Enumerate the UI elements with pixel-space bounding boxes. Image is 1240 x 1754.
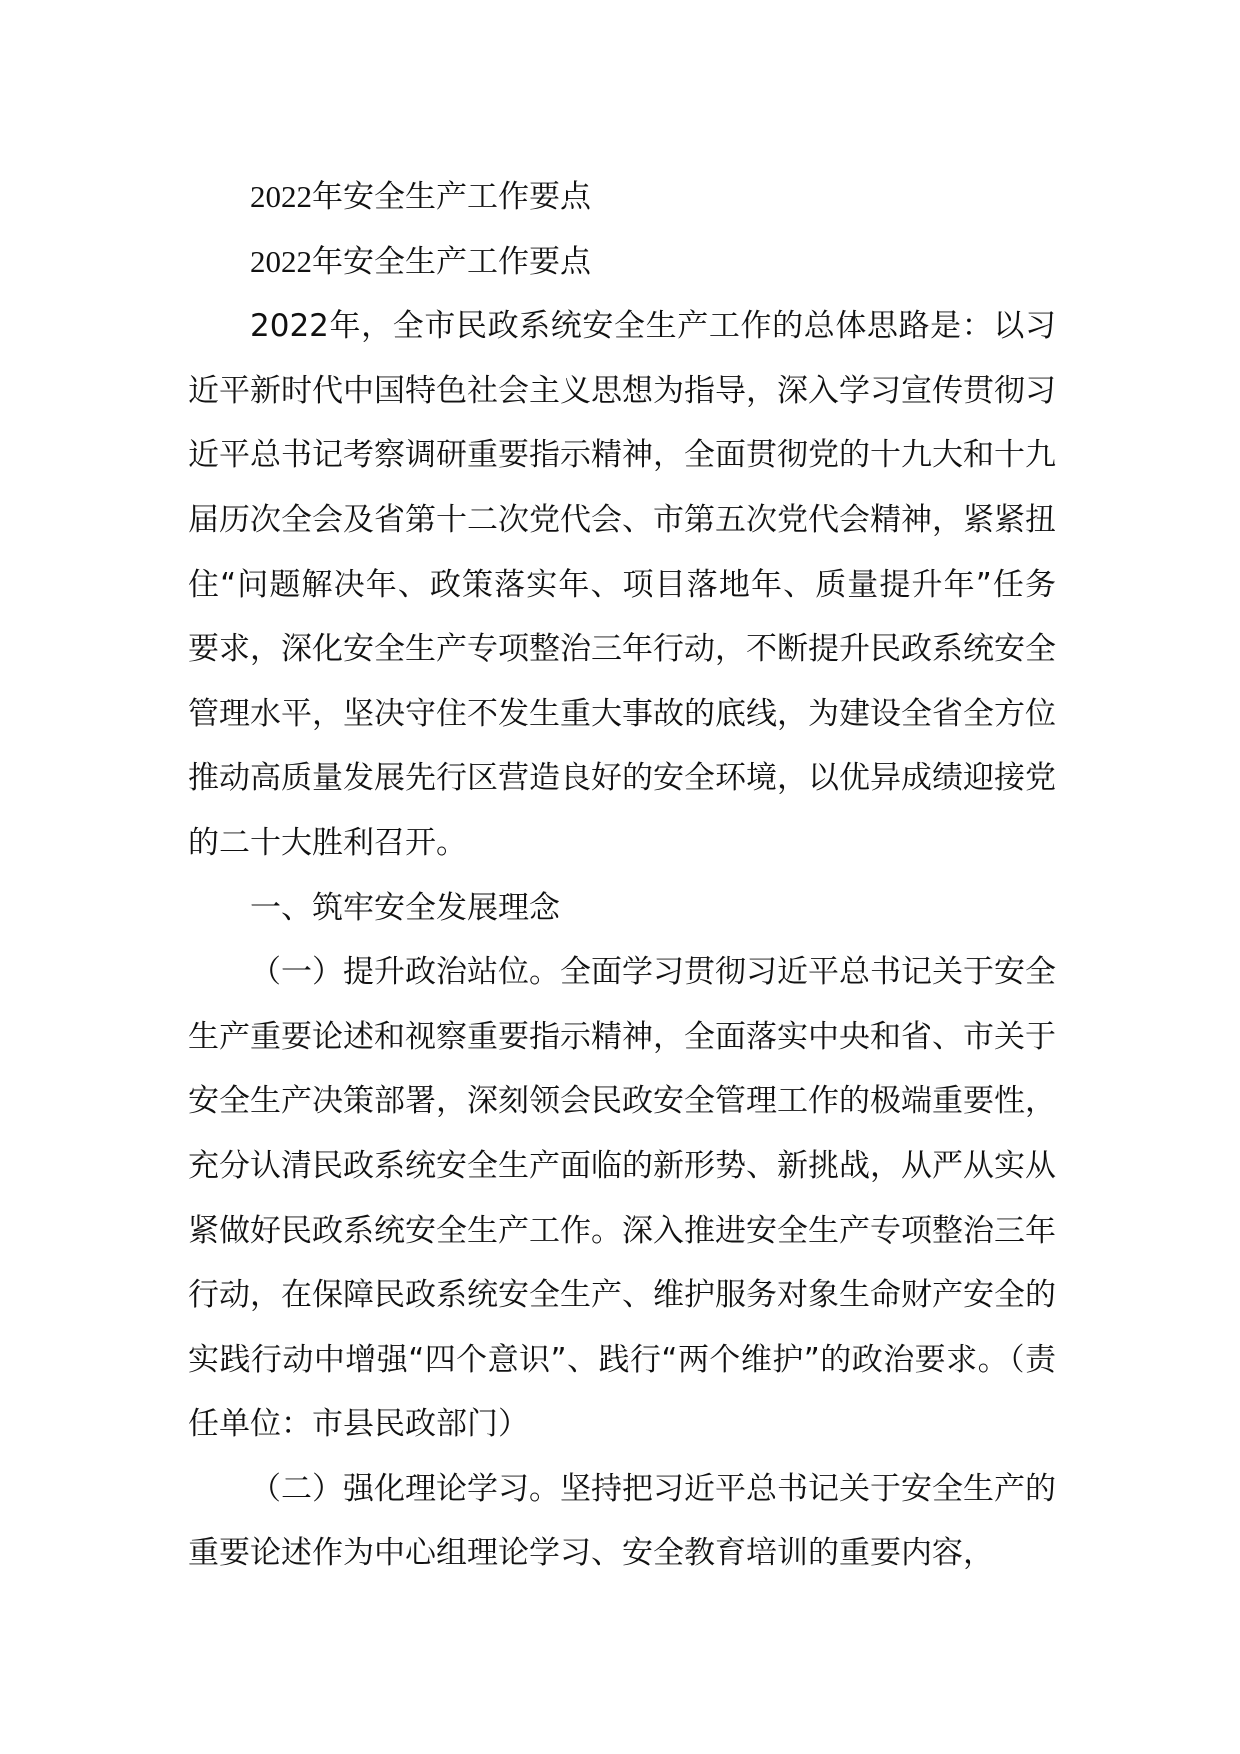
section-heading: 一、筑牢安全发展理念 [250,889,560,926]
document-title-line-2: 2022年安全生产工作要点 [250,243,591,279]
document-title-line-1: 2022年安全生产工作要点 [250,179,591,214]
document-body [188,165,1056,1586]
item-paragraph-2: （二）强化理论学习。坚持把习近平总书记关于安全生产的重要论述作为中心组理论学习、安全教育培训的重要内容， [188,1470,1056,1572]
intro-paragraph: 2022年，全市民政系统安全生产工作的总体思路是：以习近平新时代中国特色社会主义思想为指导，深入学习宣传贯彻习近平总书记考察调研重要指示精神，全面贯彻党的十九大和十九届历次全会及省第十二次党代会、市第五次党代会精神，紧紧扭住“问题解决年、政策落实年、项目落地年、质量提升年”任务要求，深化安全生产专项整治三年行动，不断提升民政系统安全管理水平，坚决守住不发生重大事故的底线，为建设全省全方位推动高质量发展先行区营造良好的安全环境，以优异成绩迎接党的二十大胜利召开。 [188,308,1056,861]
item-paragraph-1: （一）提升政治站位。全面学习贯彻习近平总书记关于安全生产重要论述和视察重要指示精神，全面落实中央和省、市关于安全生产决策部署，深刻领会民政安全管理工作的极端重要性，充分认清民政系统安全生产面临的新形势、新挑战，从严从实从紧做好民政系统安全生产工作。深入推进安全生产专项整治三年行动，在保障民政系统安全生产、维护服务对象生命财产安全的实践行动中增强“四个意识”、践行“两个维护”的政治要求。（责任单位：市县民政部门） [188,954,1056,1443]
